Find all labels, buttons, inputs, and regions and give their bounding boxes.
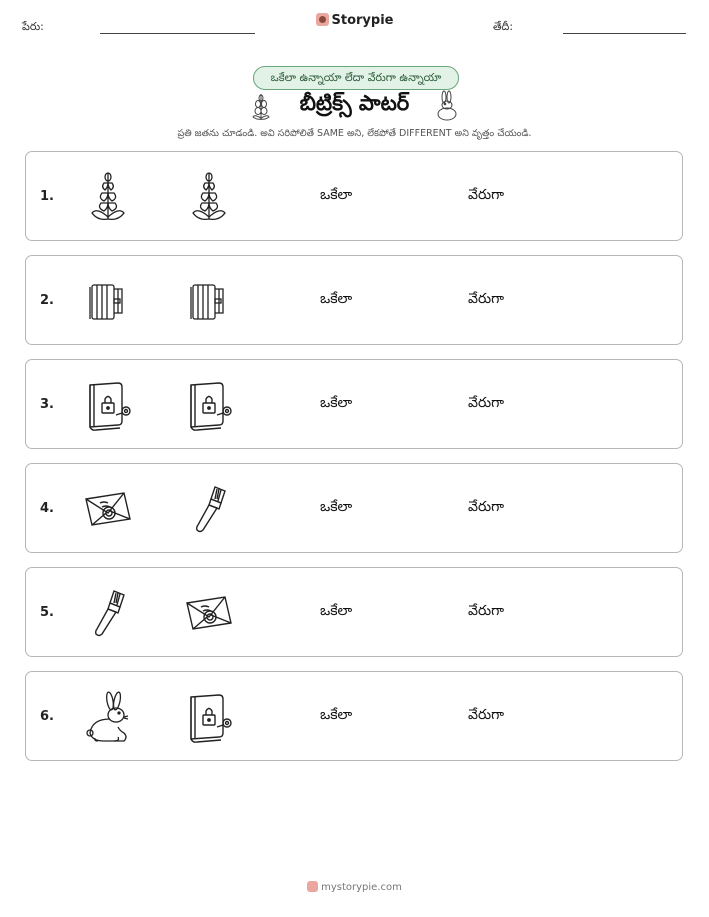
locked-diary-icon [181, 689, 237, 745]
sealed-letter-icon [181, 585, 237, 641]
different-option[interactable]: వేరుగా [468, 290, 504, 307]
question-number: 4. [40, 500, 54, 516]
paintbrush-icon [181, 481, 237, 537]
footer [0, 881, 709, 893]
name-label: పేరు: [22, 20, 44, 33]
question-number: 6. [40, 708, 54, 724]
same-option[interactable]: ఒకేలా [320, 706, 353, 723]
question-card [25, 567, 683, 657]
foxglove-flower-icon [181, 169, 237, 225]
same-option[interactable]: ఒకేలా [320, 602, 353, 619]
same-option[interactable]: ఒకేలా [320, 394, 353, 411]
brand [0, 13, 709, 28]
question-card [25, 671, 683, 761]
paintbrush-icon [80, 585, 136, 641]
rabbit-icon [80, 689, 136, 745]
different-option[interactable]: వేరుగా [468, 706, 504, 723]
topic-pill: ఒకేలా ఉన్నాయా లేదా వేరుగా ఉన్నాయా [253, 66, 459, 90]
footer-url: mystorypie.com [321, 882, 402, 893]
storypie-footer-logo-icon [307, 881, 318, 892]
different-option[interactable]: వేరుగా [468, 394, 504, 411]
question-number: 2. [40, 292, 54, 308]
same-option[interactable]: ఒకేలా [320, 186, 353, 203]
locked-diary-icon [181, 377, 237, 433]
question-number: 3. [40, 396, 54, 412]
same-option[interactable]: ఒకేలా [320, 290, 353, 307]
name-line[interactable] [100, 33, 255, 34]
storypie-logo-icon [316, 13, 329, 26]
different-option[interactable]: వేరుగా [468, 602, 504, 619]
sealed-letter-icon [80, 481, 136, 537]
question-number: 1. [40, 188, 54, 204]
question-number: 5. [40, 604, 54, 620]
locked-diary-icon [80, 377, 136, 433]
garden-gate-icon [80, 273, 136, 329]
rabbit-decor-icon [433, 90, 463, 122]
brand-name: Storypie [331, 13, 394, 28]
different-option[interactable]: వేరుగా [468, 186, 504, 203]
question-card [25, 463, 683, 553]
foxglove-flower-icon [80, 169, 136, 225]
same-option[interactable]: ఒకేలా [320, 498, 353, 515]
question-card [25, 255, 683, 345]
garden-gate-icon [181, 273, 237, 329]
date-label: తేదీ: [493, 20, 514, 33]
different-option[interactable]: వేరుగా [468, 498, 504, 515]
instructions: ప్రతి జతను చూడండి. అవి సరిపోలితే SAME అని, లేకపోతే DIFFERENT అని వృత్తం చేయండి. [177, 128, 532, 139]
date-line[interactable] [563, 33, 686, 34]
question-card [25, 151, 683, 241]
question-card [25, 359, 683, 449]
page-title: బీట్రిక్స్ పాటర్ [299, 91, 410, 115]
